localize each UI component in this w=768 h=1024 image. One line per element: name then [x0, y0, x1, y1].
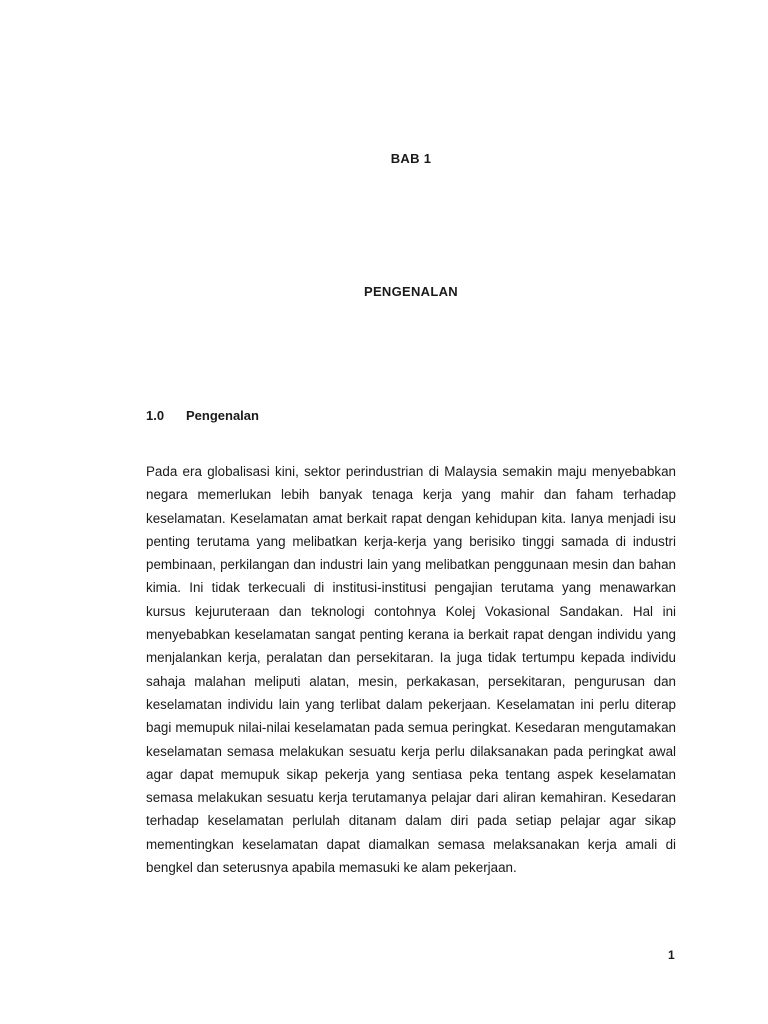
section-heading — [146, 408, 259, 423]
page-number: 1 — [668, 948, 675, 962]
chapter-label: BAB 1 — [390, 151, 432, 166]
section-number: 1.0 — [146, 408, 165, 423]
body-paragraph: Pada era globalisasi kini, sektor perindustrian di Malaysia semakin maju menyebabkan negara memerlukan lebih banyak tenaga kerja yang mahir dan faham terhadap keselamatan. Keselamatan amat berkait rapat dengan kehidupan kita. Ianya menjadi isu penting terutama yang melibatkan kerja-kerja yang berisiko tinggi samada di industri pembinaan, perkilangan dan industri lain yang melibatkan penggunaan mesin dan bahan kimia. Ini tidak terkecuali di institusi-institusi pengajian terutama yang menawarkan kursus kejuruteraan dan teknologi contohnya Kolej Vokasional Sandakan. Hal ini menyebabkan keselamatan sangat penting kerana ia berkait rapat dengan individu yang menjalankan kerja, peralatan dan persekitaran. Ia juga tidak tertumpu kepada individu sahaja malahan meliputi alatan, mesin, perkakasan, persekitaran, pengurusan dan keselamatan individu lain yang terlibat dalam pekerjaan. Keselamatan ini perlu diterap bagi memupuk nilai-nilai keselamatan pada semua peringkat. Kesedaran mengutamakan keselamatan semasa melakukan sesuatu kerja perlu dilaksanakan pada peringkat awal agar dapat memupuk sikap pekerja yang sentiasa peka tentang aspek keselamatan semasa melakukan sesuatu kerja terutamanya pelajar dari aliran kemahiran. Kesedaran terhadap keselamatan perlulah ditanam dalam diri pada setiap pelajar agar sikap mementingkan keselamatan dapat diamalkan semasa melaksanakan kerja amali di bengkel dan seterusnya apabila memasuki ke alam pekerjaan. — [146, 464, 676, 876]
section-title: Pengenalan — [186, 408, 259, 423]
chapter-title: PENGENALAN — [363, 284, 458, 299]
